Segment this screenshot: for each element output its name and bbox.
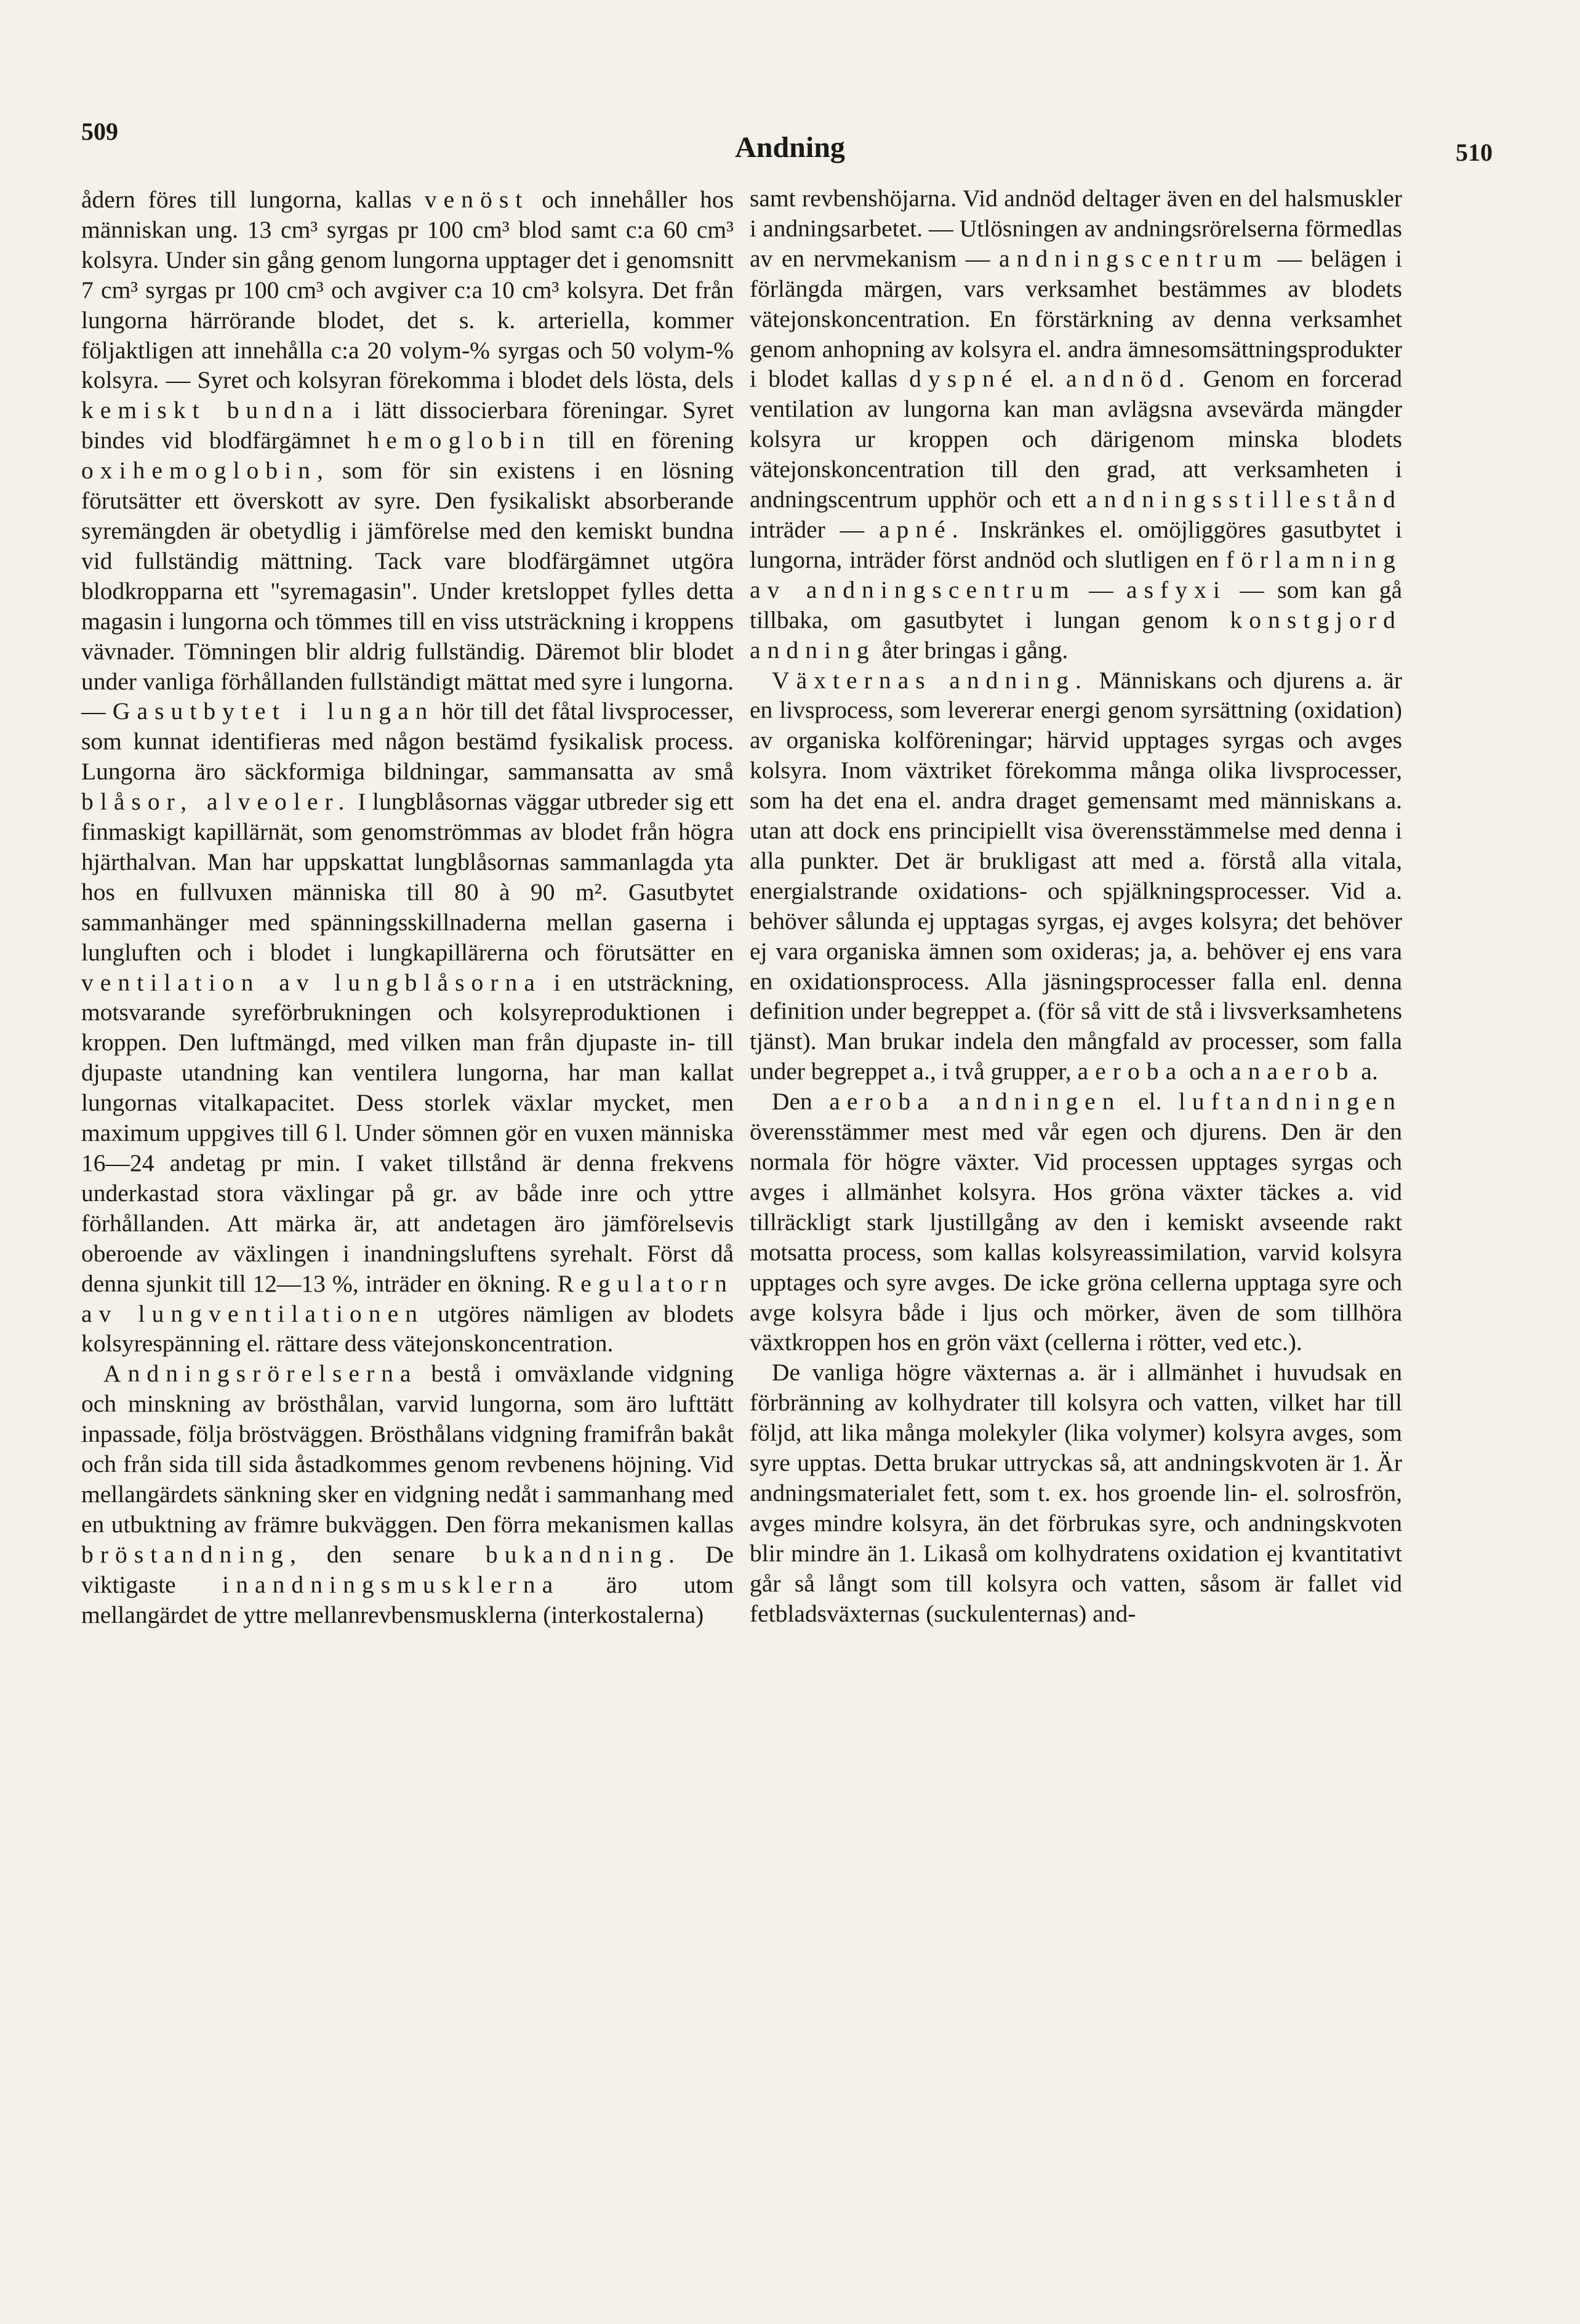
paragraph	[750, 665, 1402, 1087]
spaced-term: konstgjord andning	[750, 606, 1402, 664]
paragraph	[750, 183, 1402, 665]
text-run: — belägen i förlängda märgen, vars verksamhet bestämmes av blodets vätejonskoncentration. En förstärkning av denna verksamhet genom anhopning av kolsyra el. andra ämnesomsättningsprodukter i blodet kallas	[750, 244, 1403, 393]
text-run: till en förening	[551, 427, 734, 454]
text-run: åter bringas i gång.	[875, 636, 1069, 664]
spaced-term: ventilation av lungblåsorna	[81, 968, 542, 996]
text-run: , som för sin existens i en lösning förutsätter ett överskott av syre. Den fysikaliskt absorberande syremängden är obetydlig i jämförelse med den kemiskt bundna vid fullständig mättning. Tack vare blodfärgämnet utgöra blodkropparna ett "syremagasin". Under kretsloppet fylles detta magasin i lungorna och tömmes till en viss utsträckning i kroppens vävnader. Tömningen blir aldrig fullständig. Däremot blir blodet under vanliga förhållanden fullständigt mättat med syre i lungorna. —	[81, 457, 734, 725]
text-run: De vanliga högre växternas a. är i allmänhet i huvudsak en förbränning av kolhydrater till kolsyra och vatten, vilket har till följd, att lika många molekyler (lika volymer) kolsyra avges, som syre upptas. Detta brukar uttryckas så, att andningskvoten är 1. Är andningsmaterialet fett, som t. ex. hos groende lin- el. solrosfrön, avges mindre kolsyra, än det förbrukas syre, och andningskvoten blir mindre än 1. Likaså om kolhydratens oxidation ej kvantitativt går så långt som till kolsyra och vatten, såsom är fallet vid fetbladsväxternas (suckulenternas) and-	[750, 1359, 1402, 1627]
spaced-term: bröstandning	[81, 1540, 290, 1568]
spaced-term: inandningsmusklerna	[222, 1570, 560, 1598]
text-run: , den senare	[289, 1540, 486, 1568]
spaced-term: blåsor, alveoler.	[81, 788, 351, 816]
text-run: i lätt dissocierbara föreningar. Syret bindes vid blodfärgämnet	[81, 396, 734, 454]
text-run: Inskränkes el. omöjliggöres gasutbytet i lungorna, inträder först andnöd och slutligen en	[750, 515, 1402, 573]
text-run: — som kan gå tillbaka, om gasutbytet i lungan genom	[750, 576, 1402, 633]
page-number-left: 509	[81, 118, 118, 145]
page-number-right: 510	[1456, 139, 1493, 166]
spaced-term: Växternas andning.	[772, 666, 1088, 694]
spaced-term: venöst	[424, 186, 529, 213]
spaced-term: andningscentrum	[998, 244, 1269, 272]
text-run: i en utsträckning, motsvarande syreförbrukningen och kolsyreproduktionen i kroppen. Den luftmängd, med vilken man från djupaste in- till djupaste utandning kan ventilera lungorna, har man kallat lungornas vitalkapacitet. Dess storlek växlar mycket, men maximum uppgives till 6 l. Under sömnen gör en vuxen människa 16—24 andetag pr min. I vaket tillstånd är denna frekvens underkastad stora växlingar på gr. av både inre och yttre förhållanden. Att märka är, att andetagen äro jämförelsevis oberoende av växlingen i inandningsluftens syrehalt. Först då denna sjunkit till 12—13 %, inträder en ökning.	[81, 968, 734, 1297]
spaced-term: Andningsrörelserna	[103, 1360, 418, 1388]
paragraph	[81, 1359, 734, 1630]
text-run: hör till det fåtal livsprocesser, som kunnat identifieras med någon bestämd fysikalisk process. Lungorna äro säckformiga bildningar, sammansatta av små	[81, 698, 734, 786]
text-run: äro utom mellangärdet de yttre mellanrevbensmusklerna (interkostalerna)	[81, 1570, 734, 1628]
text-run: samt revbenshöjarna. Vid andnöd deltager även en del halsmuskler i andningsarbetet. — Utlösningen av andningsrörelserna förmedlas av en nervmekanism —	[750, 185, 1402, 272]
text-run: och innehåller hos människan ung. 13 cm³ syrgas pr 100 cm³ blod samt c:a 60 cm³ kolsyra. Under sin gång genom lungorna upptager det i genomsnitt 7 cm³ syrgas pr 100 cm³ och avgiver c:a 10 cm³ kolsyra. Det från lungorna härrörande blodet, det s. k. arteriella, kommer följaktligen att innehålla c:a 20 volym-% syrgas och 50 volym-% kolsyra. — Syret och kolsyran förekomma i blodet dels lösta, dels	[81, 186, 734, 394]
text-run: el.	[1121, 1088, 1179, 1116]
text-run: Den	[772, 1088, 830, 1116]
spaced-term: bukandning	[485, 1540, 669, 1568]
text-run: bestå i omväxlande vidgning och minskning av brösthålan, varvid lungorna, som äro lufttätt inpassade, följa bröstväggen. Brösthålans vidgning framifrån bakåt och från sida till sida åstadkommes genom revbenens höjning. Vid mellangärdets sänkning sker en vidgning nedåt i sammanhang med en utbuktning av främre bukväggen. Den förra mekanismen kallas	[81, 1360, 734, 1538]
spaced-term: apné.	[878, 515, 965, 543]
spaced-term: kemiskt bundna	[81, 396, 340, 424]
text-run: a.	[1355, 1058, 1378, 1085]
spaced-term: oxihemoglobin	[81, 457, 317, 485]
text-run: —	[1075, 576, 1126, 603]
text-run: utgöres nämligen av blodets kolsyrespänning el. rättare dess vätejonskoncentration.	[81, 1300, 734, 1357]
text-run: och	[1183, 1058, 1230, 1085]
text-run: inträder —	[750, 515, 879, 543]
spaced-term: aeroba andningen	[829, 1088, 1121, 1116]
text-run: I lungblåsornas väggar utbreder sig ett finmaskigt kapillärnät, som genomströmmas av blodet från högra hjärthalvan. Man har uppskattat lungblåsornas sammanlagda yta hos en fullvuxen människa till 80 à 90 m². Gasutbytet sammanhänger med spänningsskillnaderna mellan gaserna i lungluften och i blodet i lungkapillärerna och förutsätter en	[81, 788, 734, 966]
paragraph	[750, 1087, 1402, 1357]
text-run: el.	[1019, 365, 1066, 393]
paragraph	[750, 1357, 1402, 1628]
text-run: Människans och djurens a. är en livsprocess, som levererar energi genom syrsättning (oxidation) av organiska kolföreningar; härvid upptages syrgas och avges kolsyra. Inom växtriket förekomma många olika livsprocesser, som ha det ena el. andra draget gemensamt med människans a. utan att dock ens principiellt visa överensstämmelse med denna i alla punkter. Det är brukligast att med a. förstå alla vitala, energialstrande oxidations- och spjälkningsprocesser. Vid a. behöver sålunda ej upptagas syrgas, ej avges kolsyra; det behöver ej vara organiska ämnen som oxideras; ja, a. behöver ej ens vara en oxidationsprocess. Alla jäsningsprocesser falla enl. denna definition under begreppet a. (för så vitt de stå i livsverksamhetens tjänst). Man brukar indela den mångfald av processer, som falla under begreppet a., i två grupper,	[750, 666, 1402, 1085]
spaced-term: aeroba	[1077, 1058, 1184, 1085]
text-column-left	[81, 185, 734, 1630]
spaced-term: anaerob	[1230, 1058, 1355, 1085]
text-column-right	[750, 183, 1402, 1629]
text-run: Genom en forcerad ventilation av lungorna kan man avlägsna avsevärda mängder kolsyra ur kroppen och därigenom minska blodets vätejonskoncentration till den grad, att verksamheten i andningscentrum upphör och ett	[750, 365, 1402, 513]
spaced-term: andnöd.	[1066, 365, 1192, 393]
spaced-term: förlamning av andningscentrum	[750, 545, 1402, 603]
spaced-term: luftandningen	[1178, 1088, 1402, 1116]
text-run: överensstämmer mest med vår egen och djurens. Den är den normala för högre växter. Vid processen upptages syrgas och avges i allmänhet kolsyra. Hos gröna växter täckes a. vid tillräckligt stark ljustillgång av den i kemiskt avseende rakt motsatta process, som kallas kolsyreassimilation, varvid kolsyra upptages och syre avges. De icke gröna cellerna upptaga syre och avge kolsyra både i ljus och mörker, även de som tillhöra växtkroppen hos en grön växt (cellerna i rötter, ved etc.).	[750, 1118, 1402, 1356]
text-run: . De viktigaste	[81, 1540, 734, 1598]
spaced-term: asfyxi	[1126, 576, 1227, 603]
spaced-term: andningsstillestånd	[1086, 486, 1402, 513]
running-head-title: Andning	[735, 131, 845, 164]
spaced-term: Regulatorn av lungventilationen	[81, 1269, 734, 1327]
spaced-term: Gasutbytet i lungan	[112, 698, 435, 725]
spaced-term: dyspné	[909, 365, 1019, 393]
paragraph	[81, 185, 734, 1359]
spaced-term: hemoglobin	[367, 427, 551, 454]
text-run: ådern föres till lungorna, kallas	[81, 186, 425, 213]
